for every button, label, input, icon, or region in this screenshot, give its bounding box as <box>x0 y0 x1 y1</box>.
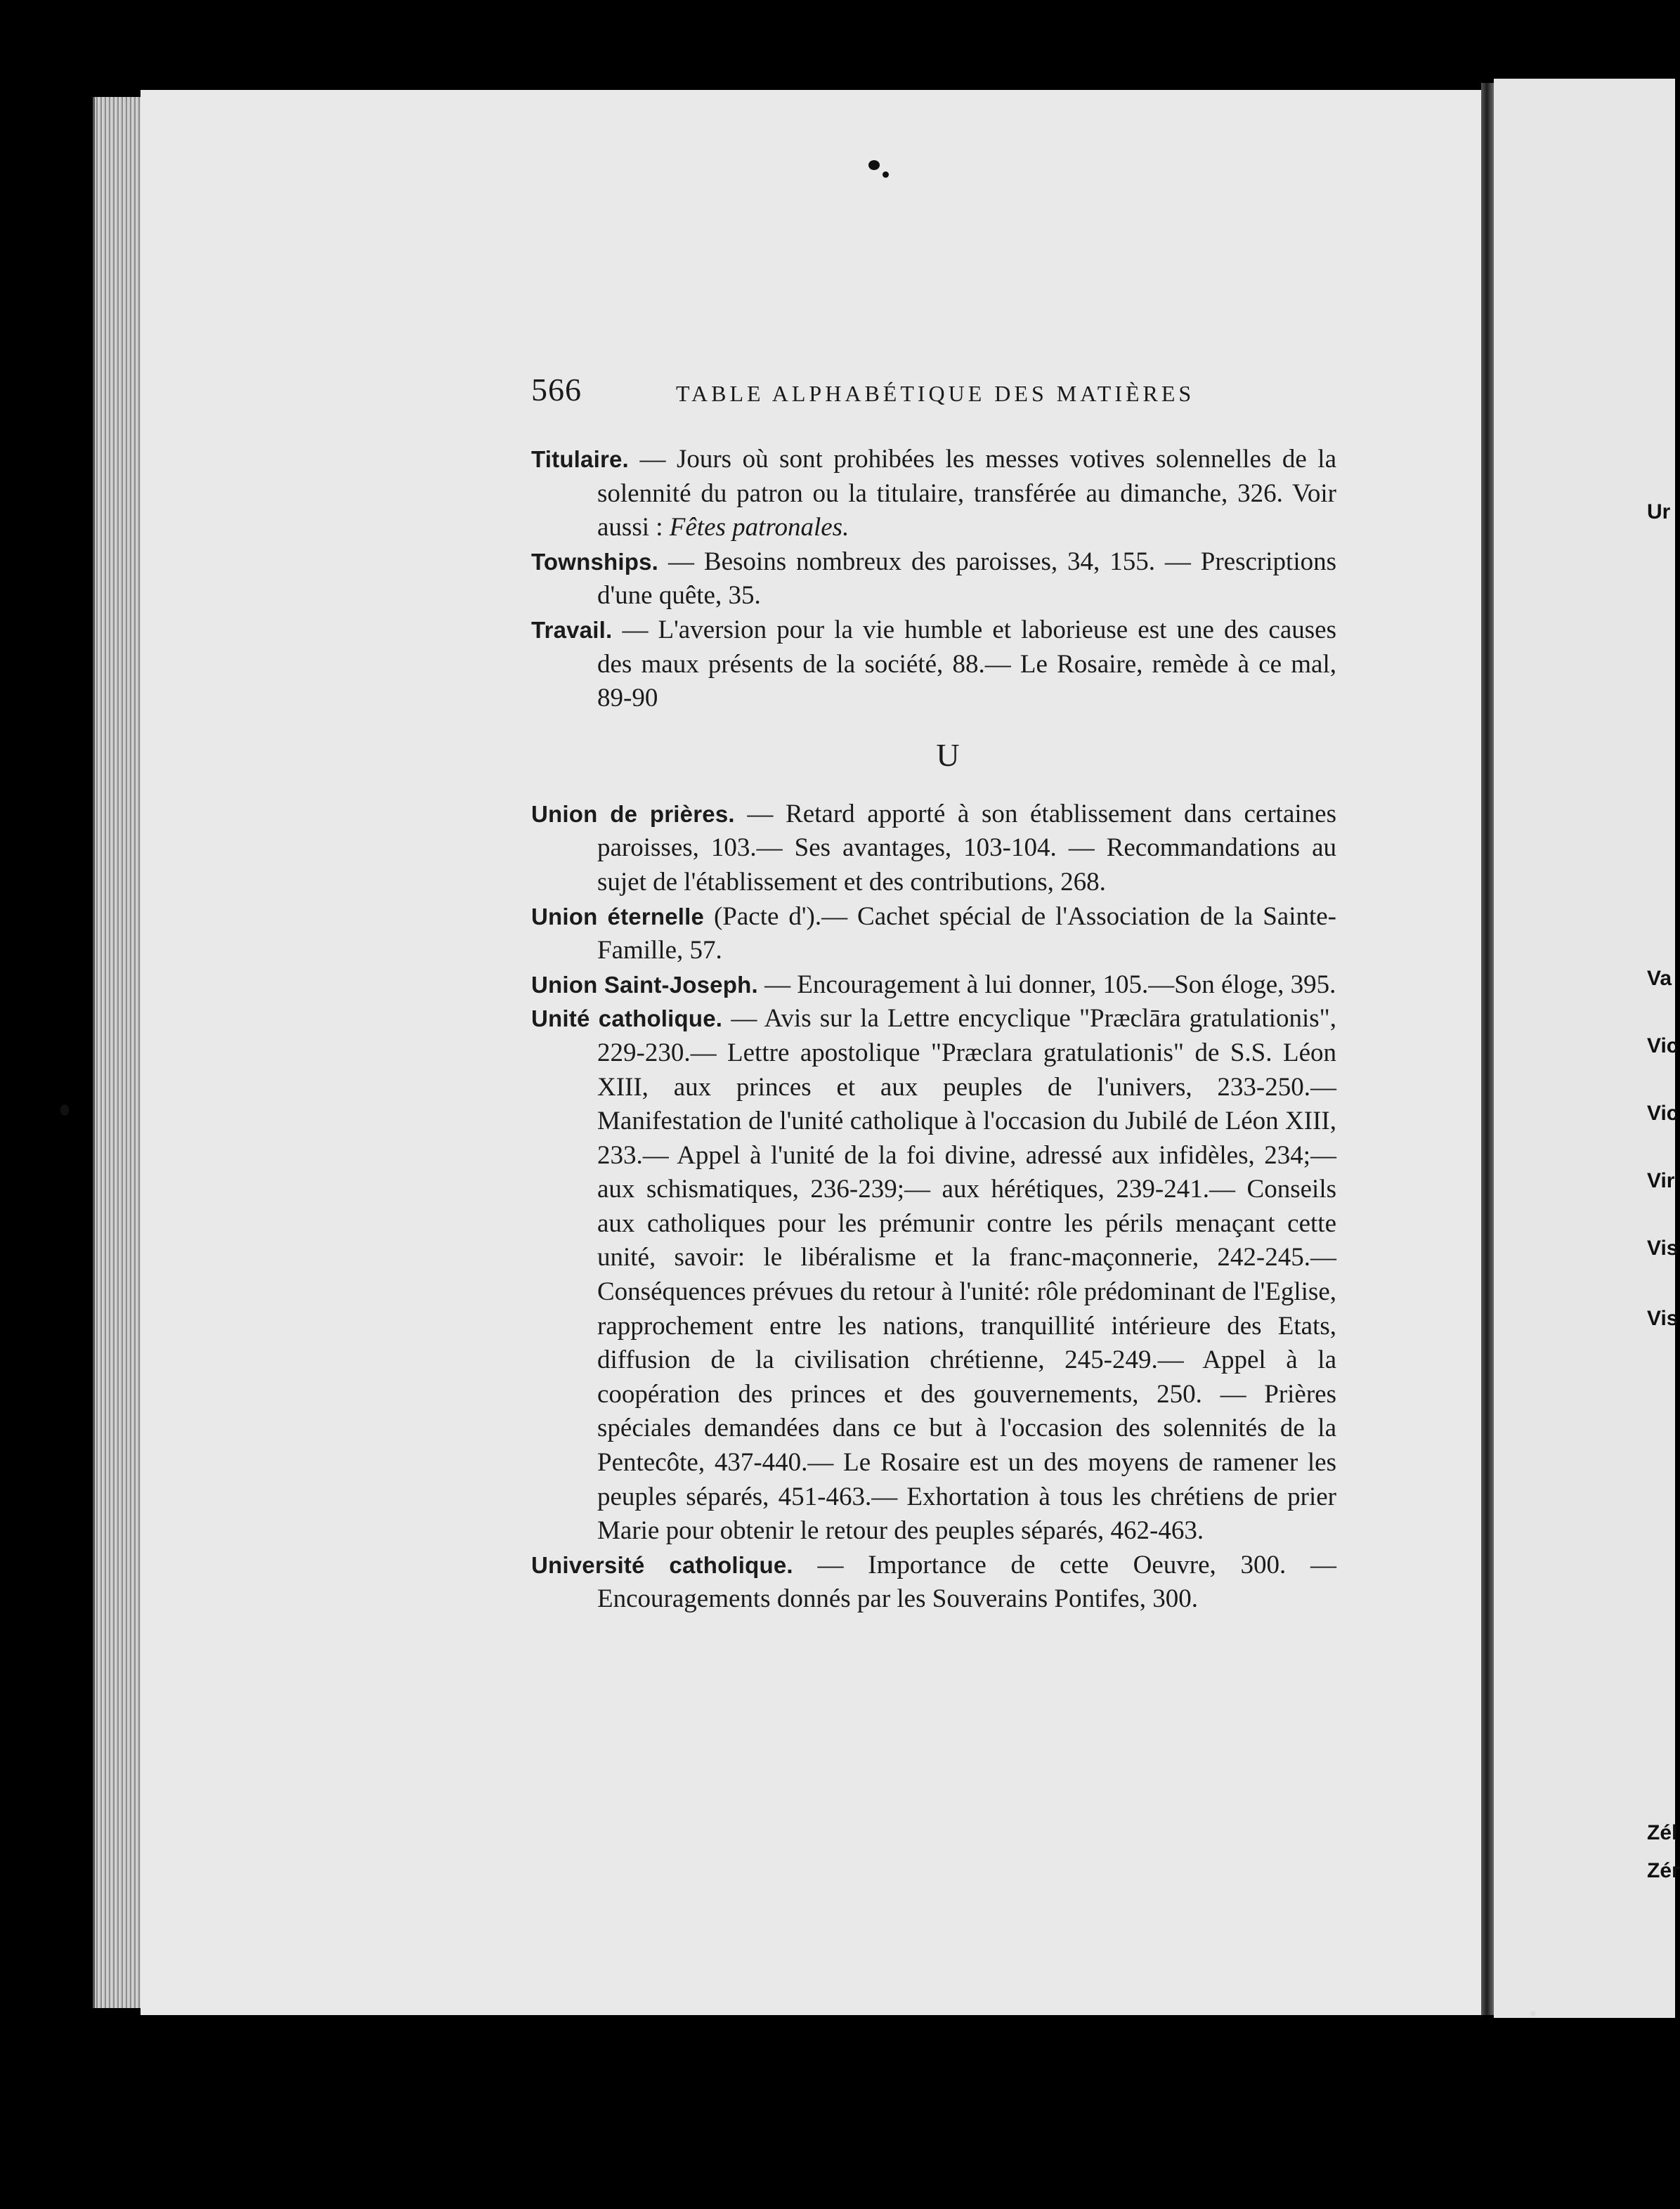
entry-text: — Avis sur la Lettre encyclique "Præclāra gratulationis", 229-230.— Lettre apostolique "Præclara gratulationis" de S.S. Léon XIII, aux princes et aux peuples de l'univers, 233-250.— Manifestation de l'unité catholique à l'occasion du Jubilé de Léon XIII, 233.— Appel à l'unité de la foi divine, adressé aux infidèles, 234;— aux schismatiques, 236-239;— aux hérétiques, 239-241.— Conseils aux catholiques pour les prémunir contre les périls menaçant cette unité, savoir: le libéralisme et la franc-maçonnerie, 242-245.— Conséquences prévues du retour à l'unité: rôle prédominant de l'Eglise, rapprochement entre les nations, tranquillité intérieure des Etats, diffusion de la civilisation chrétienne, 245-249.— Appel à la coopération des princes et des gouvernements, 250. — Prières spéciales demandées dans ce but à l'occasion des solennités de la Pentecôte, 437-440.— Le Rosaire est un des moyens de ramener les peuples séparés, 451-463.— Exhortation à tous les chrétiens de prier Marie pour obtenir le retour des peuples séparés, 462-463. <box>597 1004 1336 1546</box>
section-letter: U <box>936 736 960 773</box>
right-page-fragment: Vic <box>1647 1102 1679 1125</box>
page-number: 566 <box>531 372 582 408</box>
page-header <box>531 371 1332 413</box>
index-entry <box>531 797 1336 900</box>
entry-term: Union de prières. <box>531 800 735 827</box>
paper-speck <box>868 160 880 170</box>
entry-term: Union Saint-Joseph. <box>531 971 758 998</box>
right-page-fragment: Vis <box>1647 1307 1679 1330</box>
right-page-fragment: Ur <box>1647 500 1671 523</box>
book-gutter <box>1481 83 1494 2015</box>
entry-text: — Besoins nombreux des paroisses, 34, 155. — Prescriptions d'une quête, 35. <box>597 547 1336 611</box>
paper-speck <box>1530 2011 1536 2016</box>
entry-term: Travail. <box>531 616 613 643</box>
index-entry <box>531 545 1336 613</box>
entry-term: Unité catholique. <box>531 1005 723 1032</box>
right-page-fragment: Va <box>1647 967 1672 990</box>
index-entry <box>531 900 1336 968</box>
entry-text: — Encouragement à lui donner, 105.—Son éloge, 395. <box>757 970 1336 999</box>
entry-term: Titulaire. <box>531 446 629 472</box>
index-entry <box>531 1002 1336 1549</box>
entry-text: (Pacte d').— Cachet spécial de l'Association de la Sainte-Famille, 57. <box>597 901 1336 965</box>
entry-text: — Retard apporté à son établissement dans certaines paroisses, 103.— Ses avantages, 103-104. — Recommandations au sujet de l'établissement et des contributions, 268. <box>597 799 1336 897</box>
entry-text: — Jours où sont prohibées les messes votives solennelles de la solennité du patron ou la titulaire, transférée au dimanche, 326. Voir aussi : <box>597 445 1336 542</box>
paper-speck <box>883 171 889 178</box>
index-content <box>531 443 1336 1617</box>
index-entry <box>531 968 1336 1003</box>
right-page-fragment: Zér <box>1647 1859 1680 1882</box>
index-entry <box>531 613 1336 716</box>
right-page-fragment: Zél <box>1647 1821 1678 1844</box>
entry-text: — L'aversion pour la vie humble et laborieuse est une des causes des maux présents de la société, 88.— Le Rosaire, remède à ce mal, 89-90 <box>597 615 1336 713</box>
entry-term: Townships. <box>531 548 659 575</box>
entry-term: Université catholique. <box>531 1551 793 1578</box>
entry-cross-reference: Fêtes patronales. <box>669 513 849 542</box>
paper-speck <box>60 1104 69 1116</box>
entry-term: Union éternelle <box>531 903 705 930</box>
index-entry <box>531 1549 1336 1617</box>
entry-text: — Importance de cette Oeuvre, 300. — Encouragements donnés par les Souverains Pontifes, 300. <box>597 1550 1337 1614</box>
right-page-fragment: Vic <box>1647 1034 1679 1057</box>
book-page-edges <box>93 97 144 2008</box>
running-title: TABLE ALPHABÉTIQUE DES MATIÈRES <box>676 381 1195 406</box>
index-entry <box>531 443 1336 545</box>
right-page-fragment: Vir <box>1647 1169 1675 1192</box>
right-page-fragment: Vis <box>1647 1237 1679 1260</box>
